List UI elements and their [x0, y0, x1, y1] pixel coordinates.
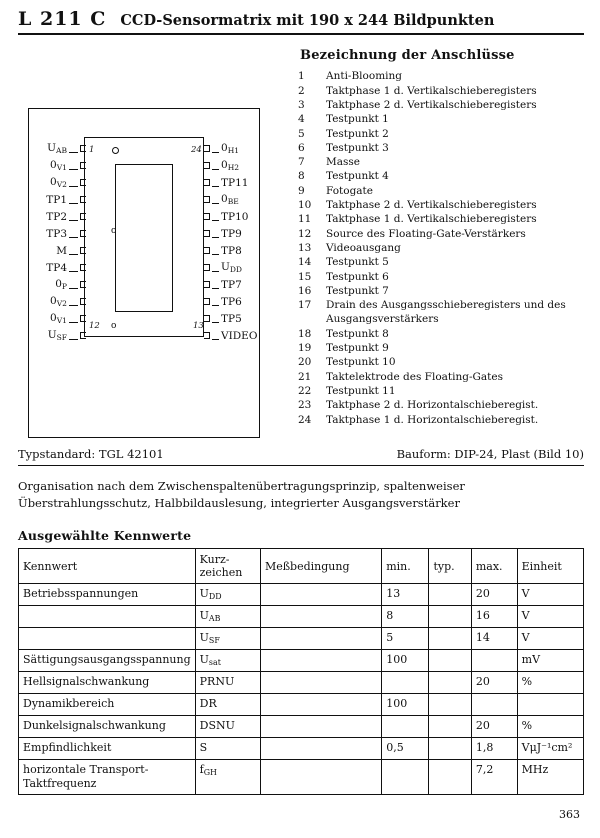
- pin-function: Testpunkt 10: [326, 356, 396, 369]
- pin-pad-icon: [80, 213, 86, 220]
- cell-einheit: mV: [517, 650, 583, 672]
- pin-function: Source des Floating-Gate-Verstärkers: [326, 227, 526, 240]
- pin-lead-icon: [212, 162, 219, 170]
- pin-lead-icon: [69, 230, 78, 238]
- table-row: [296, 84, 588, 98]
- pin-right-16-label: TP7: [221, 278, 242, 291]
- cell-mess: [260, 738, 381, 760]
- pin-left-3-label: $0_{V2}$: [50, 175, 67, 190]
- table-row: [296, 70, 588, 84]
- pin-function: Taktphase 1 d. Horizontalschieberegist.: [326, 413, 539, 426]
- pin-lead-icon: [212, 298, 219, 306]
- pin-right-23: [204, 158, 284, 173]
- pin-lead-icon: [69, 145, 78, 153]
- cell-max: [471, 650, 517, 672]
- pin-pad-icon: [80, 230, 86, 237]
- pin-number: 6: [298, 141, 305, 154]
- pin-right-14-label: TP5: [221, 312, 242, 325]
- pin-right-15-label: TP6: [221, 295, 242, 308]
- pin-pad-icon: [80, 247, 86, 254]
- pin-number: 14: [298, 256, 312, 269]
- table-row: [296, 156, 588, 170]
- cell-min: 5: [382, 628, 429, 650]
- pin-right-14: [204, 311, 284, 326]
- inner-pin-index-24: 24: [191, 145, 202, 155]
- col-einheit: Einheit: [517, 549, 583, 584]
- table-row: [296, 199, 588, 213]
- pin-function: Drain des Ausgangsschieberegisters und des Ausgangsverstärkers: [326, 299, 566, 326]
- pin-left-8-label: TP4: [46, 261, 67, 274]
- pin-pad-icon: [204, 213, 210, 220]
- pin-lead-icon: [69, 315, 78, 323]
- table-row: [19, 738, 584, 760]
- cell-symbol: DR: [195, 694, 260, 716]
- pin-left-7: [29, 243, 86, 258]
- pin-right-21-label: $0_{BE}$: [221, 192, 239, 207]
- package-form: Bauform: DIP-24, Plast (Bild 10): [396, 447, 584, 461]
- pin-pad-icon: [80, 264, 86, 271]
- pin-description-heading: Bezeichnung der Anschlüsse: [300, 48, 515, 63]
- page-header: [18, 8, 584, 35]
- pin-left-11: [29, 311, 86, 326]
- pin-pad-icon: [204, 145, 210, 152]
- pin-function: Testpunkt 3: [326, 141, 389, 154]
- table-row: [296, 228, 588, 242]
- pin-right-22-label: TP11: [221, 176, 249, 189]
- pin-lead-icon: [212, 145, 219, 153]
- pin-left-1-label: $U_{AB}$: [47, 141, 67, 156]
- table-row: [296, 213, 588, 227]
- pin-lead-icon: [69, 281, 78, 289]
- table-row: [296, 299, 588, 327]
- table-row: [19, 716, 584, 738]
- package-body: [84, 137, 204, 337]
- pin-lead-icon: [212, 196, 219, 204]
- col-kurzzeichen: [195, 549, 260, 584]
- package-drawing: [28, 108, 260, 438]
- pin-number: 21: [298, 370, 312, 383]
- cell-symbol: $U_{AB}$: [195, 606, 260, 628]
- pin-function: Testpunkt 7: [326, 285, 389, 298]
- cell-max: 20: [471, 672, 517, 694]
- cell-symbol: $U_{sat}$: [195, 650, 260, 672]
- pin-pad-icon: [80, 179, 86, 186]
- table-row: [296, 242, 588, 256]
- cell-max: [471, 694, 517, 716]
- pin-function: Fotogate: [326, 184, 373, 197]
- table-row: [296, 285, 588, 299]
- table-row: [19, 672, 584, 694]
- table-row: [296, 113, 588, 127]
- pin-right-19: [204, 226, 284, 241]
- pin-number: 22: [298, 385, 312, 398]
- cell-mess: [260, 650, 381, 672]
- cell-mess: [260, 760, 381, 795]
- cell-mess: [260, 628, 381, 650]
- pin-pad-icon: [80, 315, 86, 322]
- pin-right-23-label: $0_{H2}$: [221, 158, 240, 173]
- cell-max: 1,8: [471, 738, 517, 760]
- table-row: [296, 99, 588, 113]
- cell-symbol: $f_{GH}$: [195, 760, 260, 795]
- table-row: [19, 584, 584, 606]
- table-row: [296, 271, 588, 285]
- pin-lead-icon: [212, 213, 219, 221]
- pin-right-20: [204, 209, 284, 224]
- pin-number: 19: [298, 342, 312, 355]
- pin-pad-icon: [204, 247, 210, 254]
- pin-lead-icon: [69, 247, 78, 255]
- table-row: [19, 606, 584, 628]
- pin-lead-icon: [212, 332, 219, 340]
- pin-right-16: [204, 277, 284, 292]
- cell-symbol: PRNU: [195, 672, 260, 694]
- cell-kennwert: Betriebsspannungen: [19, 584, 196, 606]
- table-row: [296, 414, 588, 428]
- cell-einheit: V: [517, 628, 583, 650]
- pin-number: 2: [298, 84, 305, 97]
- table-row: [296, 328, 588, 342]
- pin-left-6-label: TP3: [46, 227, 67, 240]
- pin-left-3: [29, 175, 86, 190]
- pin-pad-icon: [204, 196, 210, 203]
- pin-number: 5: [298, 127, 305, 140]
- pin-lead-icon: [212, 230, 219, 238]
- pin-pad-icon: [204, 281, 210, 288]
- cell-symbol: S: [195, 738, 260, 760]
- table-row: [296, 170, 588, 184]
- pin-pad-icon: [204, 332, 210, 339]
- pin-lead-icon: [69, 162, 78, 170]
- pin-left-10-label: $0_{V2}$: [50, 294, 67, 309]
- pin-left-7-label: M: [56, 244, 67, 257]
- pin-description-table: [296, 70, 588, 428]
- cell-einheit: [517, 694, 583, 716]
- cell-min: 100: [382, 694, 429, 716]
- pin-left-5: [29, 209, 86, 224]
- table-row: [296, 142, 588, 156]
- parameter-table: [18, 548, 584, 795]
- table-row: [296, 256, 588, 270]
- page-number: 363: [559, 808, 580, 821]
- pin-number: 18: [298, 327, 312, 340]
- pin-lead-icon: [69, 332, 78, 340]
- cell-typ: [429, 672, 471, 694]
- pin-function: Taktelektrode des Floating-Gates: [326, 370, 503, 383]
- pin-lead-icon: [212, 264, 219, 272]
- pin-pad-icon: [80, 298, 86, 305]
- pin-number: 15: [298, 270, 312, 283]
- pin-function: Taktphase 2 d. Vertikalschieberegisters: [326, 199, 537, 212]
- pin-left-5-label: TP2: [46, 210, 67, 223]
- pin-number: 24: [298, 413, 312, 426]
- pin-left-9-label: $0_P$: [55, 277, 67, 292]
- cell-kennwert: Dunkelsignalschwankung: [19, 716, 196, 738]
- pin-function: Testpunkt 9: [326, 342, 389, 355]
- cell-min: 13: [382, 584, 429, 606]
- page-title: CCD-Sensormatrix mit 190 x 244 Bildpunkten: [120, 12, 495, 29]
- cell-mess: [260, 716, 381, 738]
- table-row: [296, 399, 588, 413]
- pin-left-8: [29, 260, 86, 275]
- cell-typ: [429, 738, 471, 760]
- pin-number: 11: [298, 213, 312, 226]
- pin-lead-icon: [212, 315, 219, 323]
- table-row: [296, 127, 588, 141]
- cell-typ: [429, 606, 471, 628]
- table-row: [296, 356, 588, 370]
- pin-left-9: [29, 277, 86, 292]
- orientation-dot-icon: [112, 147, 119, 154]
- pin-number: 9: [298, 184, 305, 197]
- package-top-marker: o: [111, 226, 117, 236]
- pin-right-20-label: TP10: [221, 210, 249, 223]
- pin-pad-icon: [204, 264, 210, 271]
- cell-kennwert: Hellsignalschwankung: [19, 672, 196, 694]
- table-row: [19, 650, 584, 672]
- cell-kennwert: [19, 760, 196, 795]
- col-messbedingung: Meßbedingung: [260, 549, 381, 584]
- standard-line: [18, 447, 584, 466]
- cell-einheit: %: [517, 716, 583, 738]
- pin-pad-icon: [204, 162, 210, 169]
- col-kurz-line2: zeichen: [199, 566, 243, 579]
- pin-left-1: [29, 141, 86, 156]
- pin-description-block: [296, 48, 588, 428]
- col-typ: typ.: [429, 549, 471, 584]
- cell-kennwert-line1: horizontale Transport-Taktfrequenz: [23, 763, 149, 790]
- cell-min: 8: [382, 606, 429, 628]
- pin-function: Masse: [326, 156, 361, 169]
- pin-pad-icon: [80, 145, 86, 152]
- pin-number: 13: [298, 242, 312, 255]
- pin-lead-icon: [212, 247, 219, 255]
- pin-right-18: [204, 243, 284, 258]
- pin-number: 20: [298, 356, 312, 369]
- pin-left-2: [29, 158, 86, 173]
- inner-pin-index-12: 12: [89, 321, 100, 331]
- pin-number: 10: [298, 199, 312, 212]
- pin-function: Taktphase 1 d. Vertikalschieberegisters: [326, 213, 537, 226]
- cell-min: [382, 672, 429, 694]
- pin-function: Testpunkt 2: [326, 127, 389, 140]
- pin-number: 7: [298, 156, 305, 169]
- pin-lead-icon: [69, 264, 78, 272]
- table-row: [19, 694, 584, 716]
- pin-right-17-label: $U_{DD}$: [221, 260, 242, 275]
- cell-max: 14: [471, 628, 517, 650]
- pin-pad-icon: [204, 315, 210, 322]
- pin-pad-icon: [204, 298, 210, 305]
- pin-left-12-label: $U_{SF}$: [47, 328, 67, 343]
- table-row: [296, 385, 588, 399]
- cell-min: 100: [382, 650, 429, 672]
- device-code: L 211 C: [18, 8, 107, 30]
- pin-function: Testpunkt 1: [326, 113, 389, 126]
- pin-left-4-label: TP1: [46, 193, 67, 206]
- col-min: min.: [382, 549, 429, 584]
- cell-max: 20: [471, 584, 517, 606]
- cell-max: 20: [471, 716, 517, 738]
- col-kennwert: Kennwert: [19, 549, 196, 584]
- cell-einheit: MHz: [517, 760, 583, 795]
- cell-einheit: V: [517, 584, 583, 606]
- pin-right-17: [204, 260, 284, 275]
- pin-left-6: [29, 226, 86, 241]
- pin-lead-icon: [212, 281, 219, 289]
- pin-pad-icon: [80, 162, 86, 169]
- pin-right-21: [204, 192, 284, 207]
- cell-kennwert: [19, 606, 196, 628]
- cell-min: [382, 716, 429, 738]
- pin-number: 4: [298, 113, 305, 126]
- cell-typ: [429, 760, 471, 795]
- cell-mess: [260, 606, 381, 628]
- pin-left-2-label: $0_{V1}$: [50, 158, 67, 173]
- pin-number: 3: [298, 98, 305, 111]
- cell-max: 7,2: [471, 760, 517, 795]
- pin-right-24: [204, 141, 284, 156]
- table-row: [296, 371, 588, 385]
- kennwerte-heading: Ausgewählte Kennwerte: [18, 528, 192, 543]
- cell-symbol: $U_{SF}$: [195, 628, 260, 650]
- pin-number: 23: [298, 399, 312, 412]
- pin-number: 16: [298, 285, 312, 298]
- cell-kennwert: [19, 628, 196, 650]
- table-row: [296, 342, 588, 356]
- pin-number: 12: [298, 227, 312, 240]
- pin-pad-icon: [80, 281, 86, 288]
- cell-einheit: %: [517, 672, 583, 694]
- cell-typ: [429, 694, 471, 716]
- pin-function: Videoausgang: [326, 242, 401, 255]
- cell-symbol: $U_{DD}$: [195, 584, 260, 606]
- pin-function: Anti-Blooming: [326, 70, 402, 83]
- pin-right-22: [204, 175, 284, 190]
- pin-function: Testpunkt 5: [326, 256, 389, 269]
- inner-pin-index-13: 13: [193, 321, 204, 331]
- pin-function: Testpunkt 4: [326, 170, 389, 183]
- cell-typ: [429, 716, 471, 738]
- table-row: [19, 760, 584, 795]
- table-row: [296, 185, 588, 199]
- cell-typ: [429, 650, 471, 672]
- pin-number: 17: [298, 299, 312, 312]
- cell-min: 0,5: [382, 738, 429, 760]
- cell-min: [382, 760, 429, 795]
- pin-function: Testpunkt 8: [326, 327, 389, 340]
- cell-typ: [429, 628, 471, 650]
- cell-einheit: V: [517, 606, 583, 628]
- organisation-text: Organisation nach dem Zwischenspaltenübertragungsprinzip, spaltenweiser Überstrahlungsschutz, Halbbildauslesung, integrierter Ausgangsverstärker: [18, 479, 465, 510]
- pin-pad-icon: [80, 196, 86, 203]
- cell-mess: [260, 584, 381, 606]
- cell-mess: [260, 694, 381, 716]
- cell-kennwert: Sättigungsausgangsspannung: [19, 650, 196, 672]
- inner-pin-index-1: 1: [89, 145, 95, 155]
- pin-right-24-label: $0_{H1}$: [221, 141, 240, 156]
- cell-einheit: VμJ⁻¹cm²: [517, 738, 583, 760]
- pin-pad-icon: [204, 230, 210, 237]
- pin-right-15: [204, 294, 284, 309]
- col-max: max.: [471, 549, 517, 584]
- cell-typ: [429, 584, 471, 606]
- type-standard: Typstandard: TGL 42101: [18, 447, 164, 461]
- pin-left-11-label: $0_{V1}$: [50, 311, 67, 326]
- col-kurz-line1: Kurz-: [199, 553, 230, 566]
- cell-kennwert: Dynamikbereich: [19, 694, 196, 716]
- pin-number: 1: [298, 70, 305, 83]
- pin-pad-icon: [80, 332, 86, 339]
- cell-max: 16: [471, 606, 517, 628]
- pin-left-4: [29, 192, 86, 207]
- pin-right-13-label: VIDEO: [221, 329, 258, 342]
- pin-number: 8: [298, 170, 305, 183]
- pin-lead-icon: [69, 179, 78, 187]
- pin-function: Taktphase 1 d. Vertikalschieberegisters: [326, 84, 537, 97]
- table-header-row: [19, 549, 584, 584]
- cell-symbol: DSNU: [195, 716, 260, 738]
- pin-right-18-label: TP8: [221, 244, 242, 257]
- sensor-die-area: [115, 164, 173, 312]
- pin-left-12: [29, 328, 86, 343]
- cell-mess: [260, 672, 381, 694]
- pin-function: Taktphase 2 d. Vertikalschieberegisters: [326, 98, 537, 111]
- table-row: [19, 628, 584, 650]
- pin-lead-icon: [212, 179, 219, 187]
- pin-lead-icon: [69, 213, 78, 221]
- pin-left-10: [29, 294, 86, 309]
- pin-function: Taktphase 2 d. Horizontalschieberegist.: [326, 399, 539, 412]
- pin-lead-icon: [69, 196, 78, 204]
- pin-right-19-label: TP9: [221, 227, 242, 240]
- pin-lead-icon: [69, 298, 78, 306]
- pin-function: Testpunkt 11: [326, 385, 396, 398]
- cell-kennwert: Empfindlichkeit: [19, 738, 196, 760]
- pin-right-13: [204, 328, 284, 343]
- package-bottom-marker: o: [111, 321, 117, 331]
- pin-pad-icon: [204, 179, 210, 186]
- pin-function: Testpunkt 6: [326, 270, 389, 283]
